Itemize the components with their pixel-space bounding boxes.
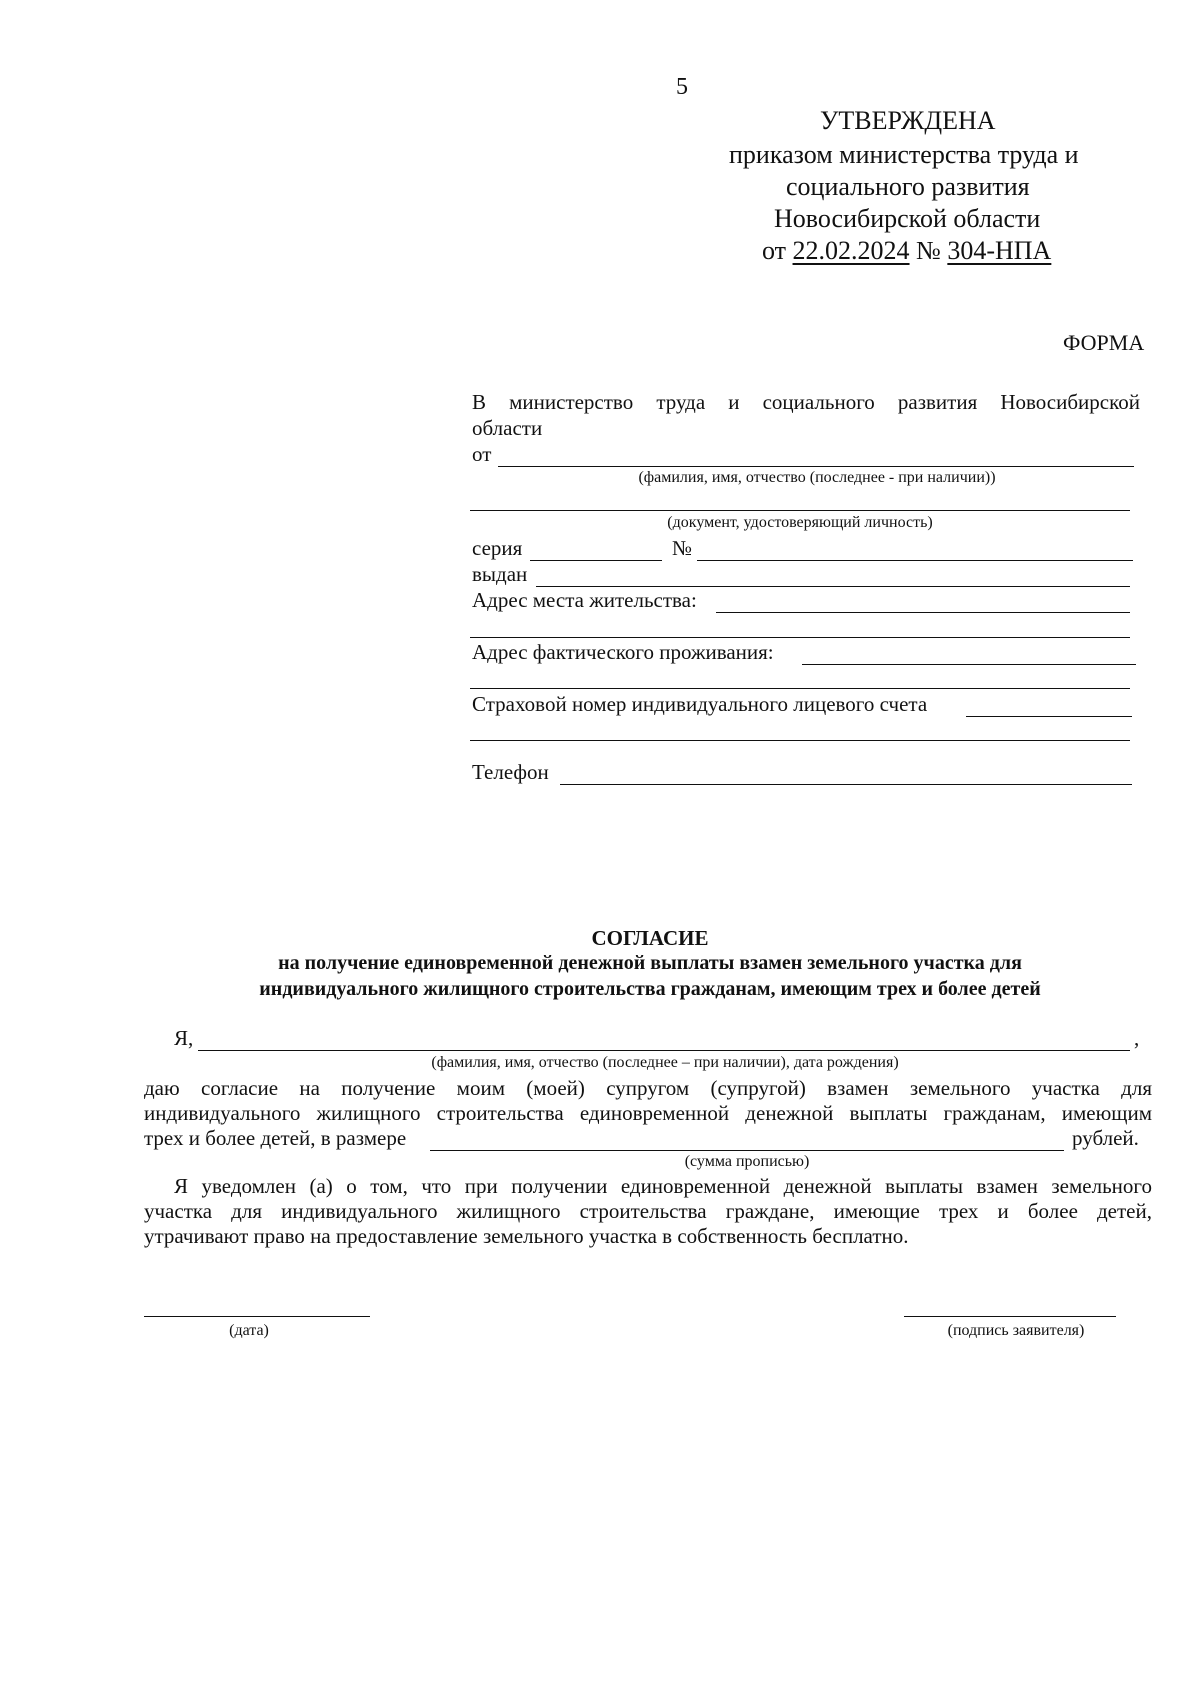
identity-document-field[interactable] — [470, 510, 1130, 511]
comma: , — [1134, 1026, 1140, 1050]
residence-address-field-2[interactable] — [470, 637, 1130, 638]
approval-order-line — [762, 236, 1051, 266]
phone-field[interactable] — [560, 784, 1132, 785]
actual-address-field-2[interactable] — [470, 688, 1130, 689]
residence-address-field[interactable] — [716, 612, 1130, 613]
approval-line3: Новосибирской области — [774, 204, 1041, 233]
signature-caption: (подпись заявителя) — [947, 1322, 1085, 1339]
paragraph2-line3: утрачивают право на предоставление земельного участка в собственность бесплатно. — [144, 1224, 909, 1248]
doc-number-field[interactable] — [697, 560, 1133, 561]
paragraph2-line1: Я уведомлен (а) о том, что при получении единовременной денежной выплаты взамен земельного — [174, 1174, 1152, 1198]
actual-address-label: Адрес фактического проживания: — [472, 640, 774, 664]
issued-field[interactable] — [536, 586, 1130, 587]
snils-label: Страховой номер индивидуального лицевого счета — [472, 692, 928, 716]
series-label: серия — [472, 536, 523, 560]
paragraph1-line2: индивидуального жилищного строительства единовременной денежной выплаты гражданам, имеющим — [144, 1101, 1152, 1125]
approval-line2: социального развития — [786, 172, 1030, 201]
consenter-name-field[interactable] — [198, 1050, 1130, 1051]
date-caption: (дата) — [229, 1322, 269, 1339]
from-label: от — [472, 442, 492, 466]
page-number: 5 — [676, 74, 688, 100]
approval-line1: приказом министерства труда и — [729, 140, 1079, 169]
paragraph1-line1: даю согласие на получение моим (моей) супругом (супругой) взамен земельного участка для — [144, 1076, 1152, 1100]
signature-field[interactable] — [904, 1316, 1116, 1317]
identity-document-caption: (документ, удостоверяющий личность) — [667, 514, 933, 531]
applicant-name-caption: (фамилия, имя, отчество (последнее - при наличии)) — [638, 469, 996, 486]
i-label: Я, — [174, 1026, 194, 1050]
consent-subtitle-2: индивидуального жилищного строительства гражданам, имеющим трех и более детей — [259, 978, 1041, 1000]
snils-field-2[interactable] — [470, 740, 1130, 741]
date-field[interactable] — [144, 1316, 370, 1317]
consenter-name-caption: (фамилия, имя, отчество (последнее – при наличии), дата рождения) — [431, 1054, 899, 1071]
issued-label: выдан — [472, 562, 528, 586]
rubles-label: рублей. — [1072, 1126, 1139, 1150]
amount-caption: (сумма прописью) — [684, 1153, 810, 1170]
approval-number-sign: № — [916, 236, 941, 265]
form-label: ФОРМА — [1063, 330, 1145, 355]
amount-field[interactable] — [430, 1150, 1064, 1151]
phone-label: Телефон — [472, 760, 549, 784]
applicant-name-field[interactable] — [498, 466, 1134, 467]
addressee-line1: В министерство труда и социального развития Новосибирской — [472, 390, 1140, 414]
actual-address-field[interactable] — [802, 664, 1136, 665]
approval-number: 304-НПА — [947, 236, 1052, 265]
approval-date-prefix: от — [762, 236, 787, 265]
consent-title: СОГЛАСИЕ — [591, 926, 709, 950]
snils-field[interactable] — [966, 716, 1132, 717]
consent-subtitle-1: на получение единовременной денежной выплаты взамен земельного участка для — [278, 952, 1022, 974]
doc-number-label: № — [672, 536, 693, 560]
addressee-line2: области — [472, 416, 543, 440]
series-field[interactable] — [530, 560, 662, 561]
approval-title: УТВЕРЖДЕНА — [820, 106, 996, 135]
residence-address-label: Адрес места жительства: — [472, 588, 697, 612]
paragraph1-line3: трех и более детей, в размере — [144, 1126, 407, 1150]
approval-date: 22.02.2024 — [792, 236, 910, 265]
paragraph2-line2: участка для индивидуального жилищного строительства граждане, имеющие трех и более детей, — [144, 1199, 1152, 1223]
